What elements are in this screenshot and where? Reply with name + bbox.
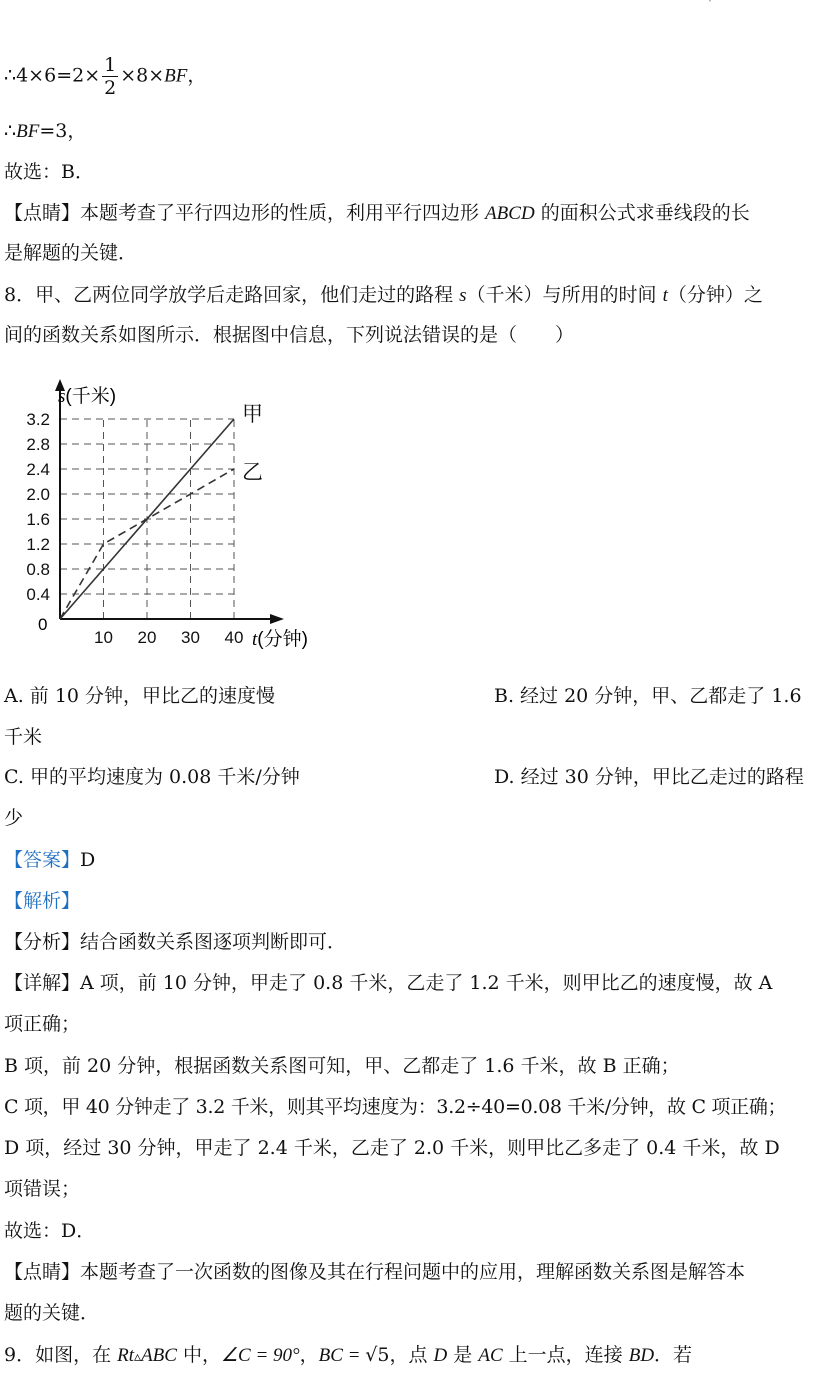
- fenxi-line: [4, 929, 346, 955]
- q9-rt: Rt: [117, 1345, 135, 1366]
- comment-tag: 【点睛】: [4, 1261, 81, 1283]
- option-c: C. 甲的平均速度为 0.08 千米/分钟: [4, 766, 300, 788]
- q9-ac: AC: [478, 1345, 503, 1366]
- x-axis-arrow: [270, 614, 284, 624]
- y-tick-label-4: 2.0: [26, 485, 50, 504]
- detail-tag: 【详解】: [4, 972, 81, 994]
- y-tick-label-6: 2.8: [26, 435, 50, 454]
- analysis-tag: 【解析】: [4, 890, 81, 912]
- detail-line-1: [4, 970, 772, 996]
- q8-text-c: （分钟）之: [667, 284, 763, 306]
- eq2-rest: =3，: [39, 120, 87, 142]
- answer-line: [4, 847, 95, 873]
- x-tick-label-1: 20: [137, 628, 157, 647]
- equation-1: [4, 54, 206, 99]
- comment-2-line-1: [4, 1259, 745, 1285]
- q8-text-b: （千米）与所用的时间: [466, 284, 663, 306]
- q9-angle: ∠C = 90°: [221, 1345, 300, 1366]
- q9-text-d: ，点: [389, 1344, 434, 1366]
- x-tick-label-2: 30: [181, 628, 200, 647]
- q9-bd: BD: [628, 1345, 655, 1366]
- detail-text-1: A 项，前 10 分钟，甲走了 0.8 千米，乙走了 1.2 千米，则甲比乙的速度慢，故 A: [80, 972, 773, 994]
- question-9-line: [4, 1342, 692, 1370]
- q9-text-c: ，: [299, 1344, 319, 1366]
- q9-abc: ABC: [141, 1345, 177, 1366]
- option-a: A. 前 10 分钟，甲比乙的速度慢: [4, 685, 276, 707]
- q8-var-s: s: [459, 285, 467, 306]
- choose-line-1: 故选：B．: [4, 161, 94, 183]
- equation-2: [4, 118, 86, 145]
- distance-time-chart: [10, 375, 340, 655]
- q9-bc: BC =: [318, 1345, 366, 1366]
- option-b-wrap: 千米: [4, 726, 43, 748]
- series-label-1: 乙: [242, 461, 263, 484]
- eq1-rhs: ×8×: [120, 64, 165, 87]
- y-tick-label-0: 0.4: [26, 585, 50, 604]
- y-tick-label-1: 0.8: [26, 560, 50, 579]
- therefore-symbol: ∴: [4, 120, 17, 142]
- q9-text-a: 9．如图，在: [4, 1344, 118, 1366]
- detail-line-3: B 项，前 20 分钟，根据函数关系图可知，甲、乙都走了 1.6 千米，故 B 正确；: [4, 1055, 680, 1077]
- q8-var-t: t: [662, 285, 668, 306]
- question-8-line-2: 间的函数关系如图所示．根据图中信息，下列说法错误的是（ ）: [4, 324, 575, 346]
- comment1-var: ABCD: [485, 203, 535, 224]
- x-axis-label: t(分钟): [252, 629, 308, 650]
- therefore-symbol: ∴: [4, 64, 17, 87]
- detail-line-6: 项错误；: [4, 1178, 81, 1200]
- comment-1-line-1: [4, 200, 750, 227]
- comment1-text-b: 的面积公式求垂线段的长: [534, 202, 750, 224]
- q9-sqrt: √5: [365, 1344, 390, 1366]
- eq2-var: BF: [16, 121, 40, 142]
- top-mark: ·: [708, 0, 712, 8]
- eq1-end: ，: [187, 64, 207, 87]
- answer-tag: 【答案】: [4, 849, 81, 871]
- detail-line-2: 项正确；: [4, 1013, 81, 1035]
- eq1-lhs: 4×6=2×: [16, 64, 101, 87]
- series-label-0: 甲: [242, 403, 263, 426]
- option-b: B. 经过 20 分钟，甲、乙都走了 1.6: [494, 685, 802, 707]
- y-tick-label-3: 1.6: [26, 510, 50, 529]
- q9-text-f: 上一点，连接: [502, 1344, 629, 1366]
- choose-line-2: 故选：D．: [4, 1220, 96, 1242]
- x-tick-label-3: 40: [224, 628, 244, 647]
- option-d-wrap: 少: [4, 807, 24, 829]
- y-tick-label-7: 3.2: [26, 410, 50, 429]
- comment-2-line-2: 题的关键．: [4, 1302, 100, 1324]
- fenxi-text: 结合函数关系图逐项判断即可．: [80, 931, 347, 953]
- y-tick-label-5: 2.4: [26, 460, 50, 479]
- eq1-var: BF: [164, 65, 188, 87]
- y-axis-label: s(千米): [58, 386, 117, 407]
- fraction-numerator: 1: [104, 54, 117, 76]
- fraction-half: [102, 54, 118, 99]
- q8-text-a: 8．甲、乙两位同学放学后走路回家，他们走过的路程: [4, 284, 460, 306]
- q9-text-b: 中，: [176, 1344, 221, 1366]
- triangle-icon: ▵: [134, 1349, 142, 1365]
- chart-series: [60, 403, 263, 619]
- option-d: D. 经过 30 分钟，甲比乙走过的路程: [494, 766, 804, 788]
- q9-text-g: ．若: [654, 1344, 693, 1366]
- comment-tag: 【点睛】: [4, 202, 81, 224]
- detail-line-5: D 项，经过 30 分钟，甲走了 2.4 千米，乙走了 2.0 千米，则甲比乙多走了 0.4 千米，故 D: [4, 1137, 780, 1159]
- q9-text-e: 是: [447, 1344, 479, 1366]
- answer-value: D: [80, 849, 96, 871]
- x-tick-label-0: 10: [94, 628, 113, 647]
- fraction-denominator: 2: [104, 77, 117, 99]
- fenxi-tag: 【分析】: [4, 931, 81, 953]
- origin-label: 0: [38, 615, 48, 634]
- y-tick-label-2: 1.2: [26, 535, 50, 554]
- comment1-text-a: 本题考查了平行四边形的性质，利用平行四边形: [80, 202, 486, 224]
- question-8-line-1: [4, 282, 763, 309]
- comment-1-line-2: 是解题的关键．: [4, 242, 138, 264]
- q9-point-d: D: [433, 1345, 448, 1366]
- comment2-text-1: 本题考查了一次函数的图像及其在行程问题中的应用，理解函数关系图是解答本: [80, 1261, 746, 1283]
- detail-line-4: C 项，甲 40 分钟走了 3.2 千米，则其平均速度为：3.2÷40=0.08 千米/分钟，故 C 项正确；: [4, 1096, 787, 1118]
